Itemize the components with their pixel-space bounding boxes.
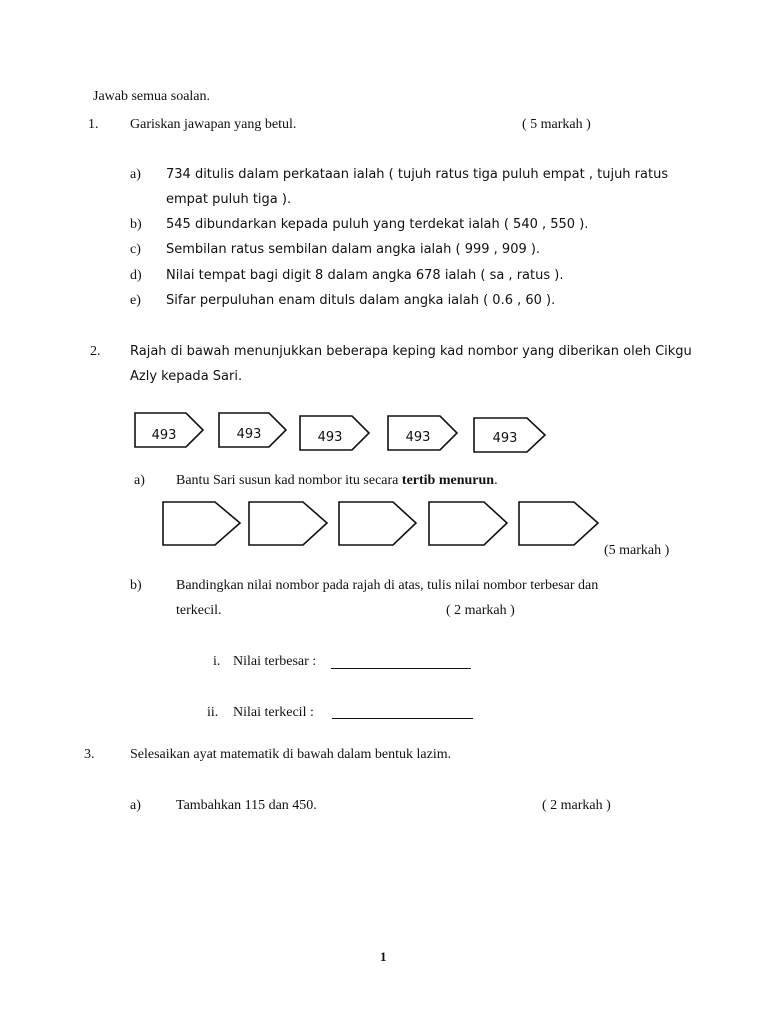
number-card-value: 493	[405, 430, 431, 445]
q1-item-text: 734 ditulis dalam perkataan ialah ( tujuh ratus tiga puluh empat , tujuh ratus	[166, 167, 669, 182]
q1-item-label: c)	[130, 242, 141, 257]
q2-text-cont: Azly kepada Sari.	[130, 369, 243, 384]
q3a-label: a)	[130, 798, 141, 813]
q1-item-label: d)	[130, 268, 142, 283]
q1-item-label: e)	[130, 293, 141, 308]
q1-text: Gariskan jawapan yang betul.	[130, 117, 297, 132]
q1-item-text: Sifar perpuluhan enam dituls dalam angka ialah ( 0.6 , 60 ).	[166, 293, 556, 308]
q2b-marks: ( 2 markah )	[446, 603, 515, 618]
answer-card	[339, 502, 416, 545]
q1-item-text: Sembilan ratus sembilan dalam angka ialah ( 999 , 909 ).	[166, 242, 541, 257]
q2a-text: Bantu Sari susun kad nombor itu secara tertib menurun.	[176, 473, 498, 488]
q2b-label: b)	[130, 578, 142, 593]
answer-line-largest[interactable]	[331, 668, 471, 669]
page-number: 1	[380, 949, 387, 964]
q2a-marks: (5 markah )	[604, 543, 670, 558]
answer-card	[163, 502, 240, 545]
q2-text: Rajah di bawah menunjukkan beberapa keping kad nombor yang diberikan oleh Cikgu	[130, 344, 692, 359]
q3a-text: Tambahkan 115 dan 450.	[176, 798, 317, 813]
q2-number: 2.	[90, 344, 101, 359]
number-card-value: 493	[317, 430, 343, 445]
instruction: Jawab semua soalan.	[93, 89, 211, 104]
answer-card	[519, 502, 598, 545]
number-card-value: 493	[151, 428, 177, 443]
q1-item-text-cont: empat puluh tiga ).	[166, 192, 292, 207]
q2b-sub-text: Nilai terbesar :	[233, 654, 317, 669]
q2b-sub-label: i.	[213, 654, 221, 669]
q2a-label: a)	[134, 473, 145, 488]
q1-item-text: Nilai tempat bagi digit 8 dalam angka 678 ialah ( sa , ratus ).	[166, 268, 564, 283]
q1-number: 1.	[88, 117, 99, 132]
number-card-value: 493	[492, 431, 518, 446]
q3a-marks: ( 2 markah )	[542, 798, 611, 813]
q2b-sub-text: Nilai terkecil :	[233, 705, 314, 720]
q1-item-label: b)	[130, 217, 142, 232]
answer-line-smallest[interactable]	[332, 718, 473, 719]
q1-marks: ( 5 markah )	[522, 117, 591, 132]
q2b-sub-label: ii.	[207, 705, 219, 720]
q2b-text: Bandingkan nilai nombor pada rajah di atas, tulis nilai nombor terbesar dan	[176, 578, 599, 593]
answer-card	[249, 502, 327, 545]
q2b-text-cont: terkecil.	[176, 603, 222, 618]
q1-item-text: 545 dibundarkan kepada puluh yang terdekat ialah ( 540 , 550 ).	[166, 217, 589, 232]
number-card-value: 493	[236, 427, 262, 442]
q3-number: 3.	[84, 747, 95, 762]
q3-text: Selesaikan ayat matematik di bawah dalam bentuk lazim.	[130, 747, 452, 762]
q1-item-label: a)	[130, 167, 141, 182]
answer-card	[429, 502, 507, 545]
